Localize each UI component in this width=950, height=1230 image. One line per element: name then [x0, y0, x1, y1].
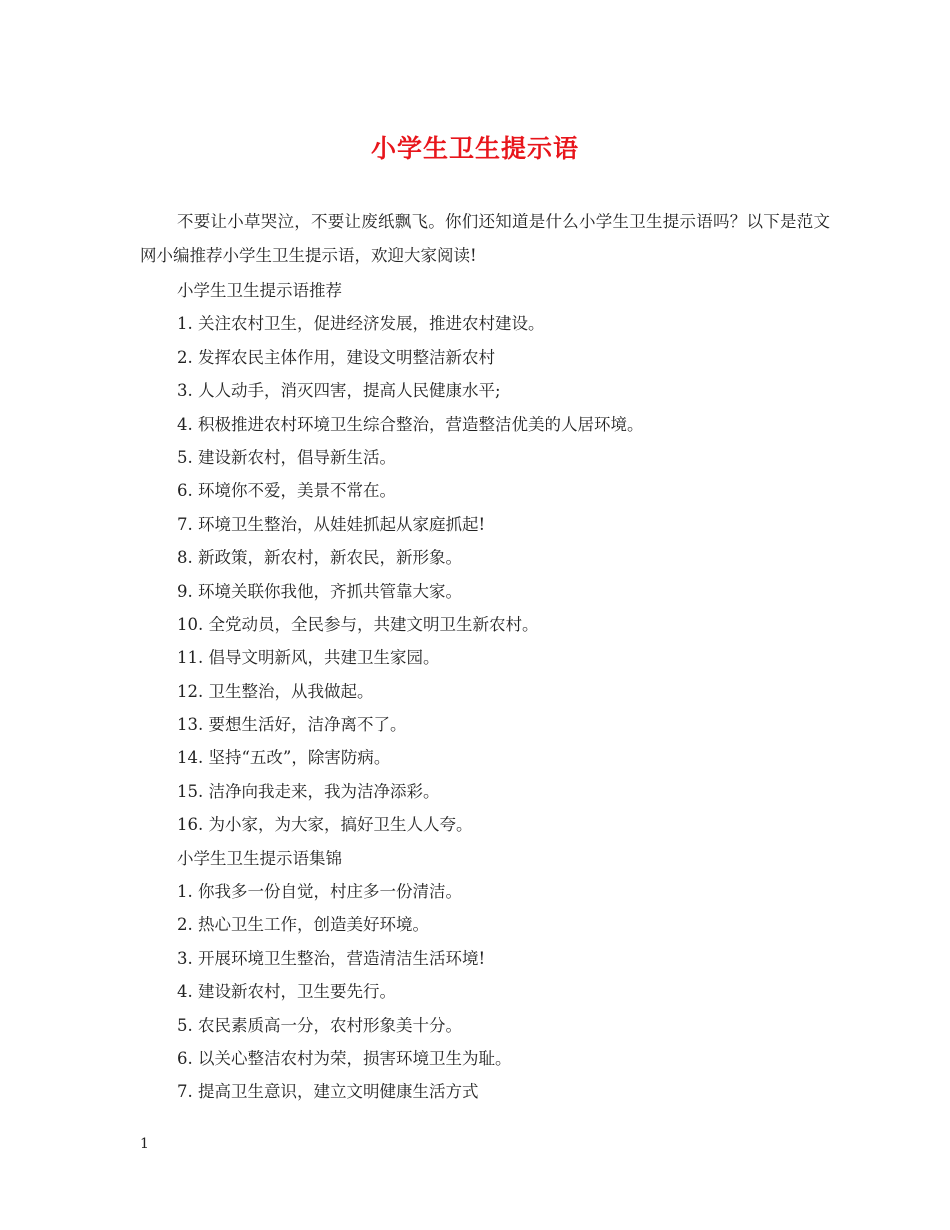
list-item: 7. 提高卫生意识，建立文明健康生活方式: [177, 1082, 479, 1102]
intro-paragraph: 不要让小草哭泣，不要让废纸飘飞。你们还知道是什么小学生卫生提示语吗？以下是范文网小编推荐小学生卫生提示语，欢迎大家阅读!: [140, 212, 830, 265]
list-item: 3. 人人动手，消灭四害，提高人民健康水平;: [177, 381, 501, 401]
list-item: 5. 建设新农村，倡导新生活。: [177, 447, 396, 467]
list-item: 5. 农民素质高一分，农村形象美十分。: [177, 1015, 462, 1035]
list-item: 4. 积极推进农村环境卫生综合整治，营造整洁优美的人居环境。: [177, 414, 644, 434]
list-item: 14. 坚持“五改”，除害防病。: [177, 748, 391, 768]
list-item: 8. 新政策，新农村，新农民，新形象。: [177, 548, 462, 568]
list-item: 12. 卫生整治，从我做起。: [177, 681, 374, 701]
list-item: 11. 倡导文明新风，共建卫生家园。: [177, 648, 440, 668]
section-heading-collection: 小学生卫生提示语集锦: [177, 848, 342, 868]
list-item: 6. 环境你不爱，美景不常在。: [177, 481, 396, 501]
section-heading-recommend: 小学生卫生提示语推荐: [177, 281, 342, 300]
list-item: 13. 要想生活好，洁净离不了。: [177, 715, 407, 735]
list-item: 1. 你我多一份自觉，村庄多一份清洁。: [177, 882, 462, 902]
list-item: 4. 建设新农村，卫生要先行。: [177, 982, 396, 1002]
document-title: 小学生卫生提示语: [370, 134, 579, 163]
list-item: 15. 洁净向我走来，我为洁净添彩。: [177, 781, 440, 801]
list-item: 7. 环境卫生整治，从娃娃抓起从家庭抓起!: [177, 514, 486, 534]
list-item: 6. 以关心整洁农村为荣，损害环境卫生为耻。: [177, 1048, 512, 1068]
document-content: [177, 274, 837, 1109]
list-item: 10. 全党动员，全民参与，共建文明卫生新农村。: [177, 614, 539, 634]
list-item: 16. 为小家，为大家，搞好卫生人人夸。: [177, 815, 473, 835]
list-item: 9. 环境关联你我他，齐抓共管靠大家。: [177, 581, 462, 601]
list-item: 1. 关注农村卫生，促进经济发展，推进农村建设。: [177, 314, 545, 334]
page-number: 1: [140, 1136, 149, 1152]
list-item: 2. 热心卫生工作，创造美好环境。: [177, 915, 429, 935]
list-item: 2. 发挥农民主体作用，建设文明整洁新农村: [177, 347, 495, 367]
list-item: 3. 开展环境卫生整治，营造清洁生活环境!: [177, 948, 486, 968]
